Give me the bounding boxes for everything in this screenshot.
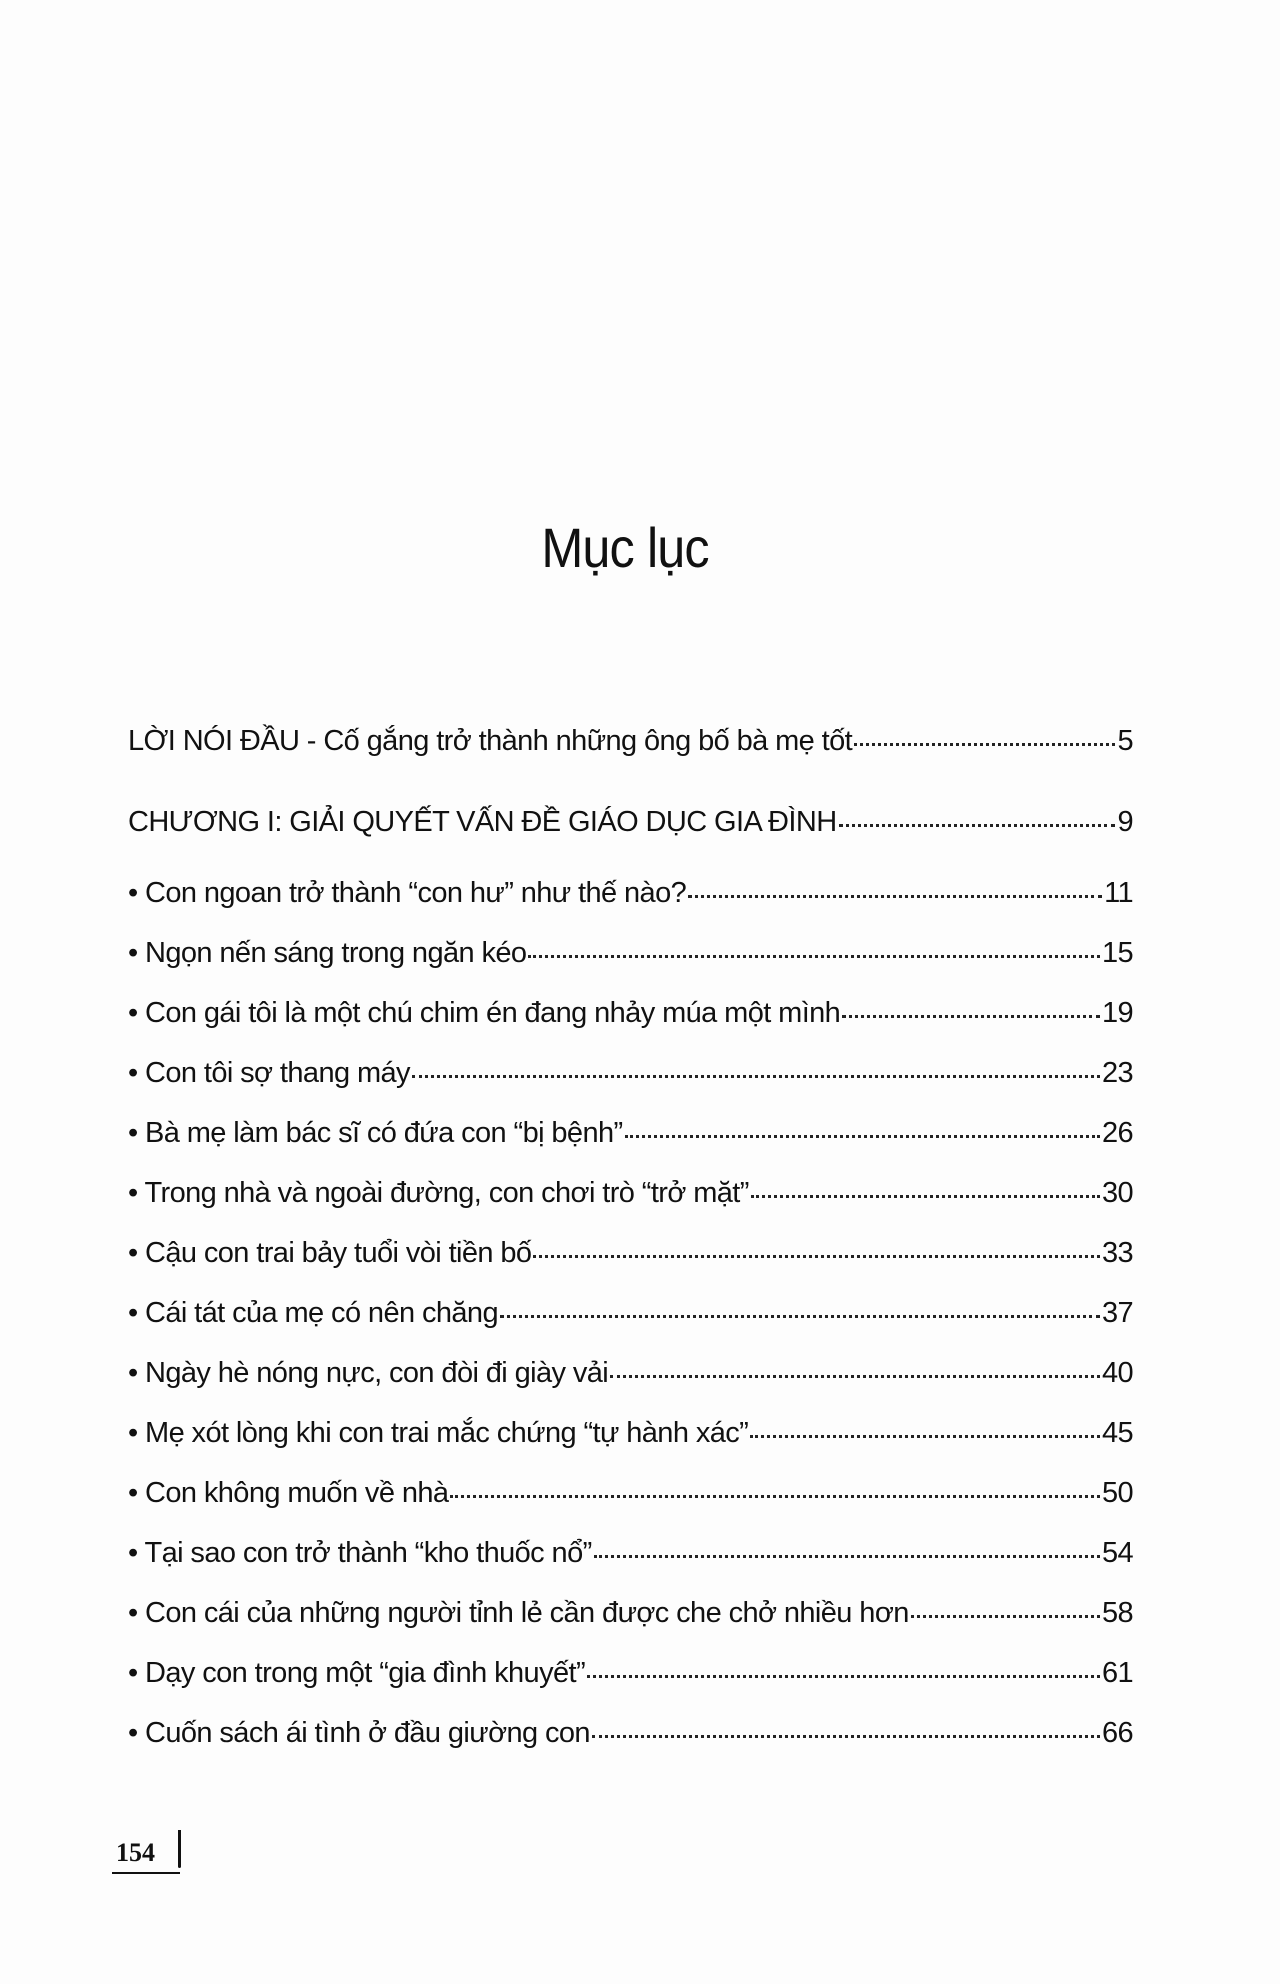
toc-entry-title: • Tại sao con trở thành “kho thuốc nổ” — [128, 1537, 592, 1569]
toc-entry-title: • Con tôi sợ thang máy — [128, 1057, 410, 1089]
toc-entry-page: 45 — [1101, 1417, 1133, 1449]
dot-leader — [842, 1015, 1100, 1018]
toc-entry — [128, 1417, 1133, 1457]
toc-entry-page: 23 — [1101, 1057, 1133, 1089]
toc-entry — [128, 1237, 1133, 1277]
page-title: Mục lục — [541, 516, 709, 579]
dot-leader — [911, 1615, 1100, 1618]
toc-entry-page: 61 — [1101, 1657, 1133, 1689]
page-number-bar — [178, 1830, 181, 1868]
toc-entry-title: • Trong nhà và ngoài đường, con chơi trò “trở mặt” — [128, 1177, 749, 1209]
toc-entry — [128, 997, 1133, 1037]
toc-entry-page: 50 — [1101, 1477, 1133, 1509]
toc-entry-page: 5 — [1117, 725, 1133, 757]
toc-entry — [128, 1657, 1133, 1697]
dot-leader — [587, 1675, 1100, 1678]
toc-entry-title: • Cái tát của mẹ có nên chăng — [128, 1297, 498, 1329]
toc-entry-page: 54 — [1101, 1537, 1133, 1569]
toc-entry-page: 11 — [1104, 877, 1133, 909]
toc-entry-title: • Con ngoan trở thành “con hư” như thế nào? — [128, 877, 687, 909]
dot-leader — [610, 1375, 1100, 1378]
dot-leader — [450, 1495, 1100, 1498]
toc-entry-title: LỜI NÓI ĐẦU - Cố gắng trở thành những ông bố bà mẹ tốt — [128, 725, 853, 757]
dot-leader — [750, 1435, 1100, 1438]
toc-entry — [128, 1117, 1133, 1157]
toc-entry — [128, 1717, 1133, 1757]
toc-entry-page: 30 — [1101, 1177, 1133, 1209]
toc-entry-page: 9 — [1117, 806, 1133, 838]
dot-leader — [594, 1555, 1100, 1558]
toc-entry — [128, 1177, 1133, 1217]
toc-entry-title: CHƯƠNG I: GIẢI QUYẾT VẤN ĐỀ GIÁO DỤC GIA ĐÌNH — [128, 806, 837, 838]
toc-entry-title: • Dạy con trong một “gia đình khuyết” — [128, 1657, 586, 1689]
toc-entry-page: 19 — [1101, 997, 1133, 1029]
dot-leader — [688, 895, 1102, 898]
dot-leader — [854, 743, 1115, 746]
toc-entry-title: • Con cái của những người tỉnh lẻ cần được che chở nhiều hơn — [128, 1597, 909, 1629]
toc-entry — [128, 1357, 1133, 1397]
toc-entry-title: • Cuốn sách ái tình ở đầu giường con — [128, 1717, 590, 1749]
toc-entry — [128, 1057, 1133, 1097]
dot-leader — [412, 1075, 1100, 1078]
toc-entry — [128, 806, 1133, 846]
toc-entry-title: • Ngày hè nóng nực, con đòi đi giày vải — [128, 1357, 609, 1389]
toc-entry — [128, 1537, 1133, 1577]
toc-entry — [128, 1477, 1133, 1517]
dot-leader — [592, 1735, 1100, 1738]
toc-entry — [128, 1597, 1133, 1637]
toc-entry-title: • Bà mẹ làm bác sĩ có đứa con “bị bệnh” — [128, 1117, 623, 1149]
toc-entry-page: 58 — [1101, 1597, 1133, 1629]
toc-entry-title: • Con không muốn về nhà — [128, 1477, 449, 1509]
toc-entry-page: 40 — [1101, 1357, 1133, 1389]
toc-entry — [128, 1297, 1133, 1337]
page-number-text: 154 — [116, 1838, 155, 1867]
dot-leader — [839, 824, 1116, 827]
toc-entry-page: 33 — [1101, 1237, 1133, 1269]
toc-entry — [128, 725, 1133, 765]
toc-entry — [128, 877, 1133, 917]
toc-entry-page: 26 — [1101, 1117, 1133, 1149]
toc-entry — [128, 937, 1133, 977]
toc-entry-title: • Mẹ xót lòng khi con trai mắc chứng “tự hành xác” — [128, 1417, 749, 1449]
dot-leader — [500, 1315, 1100, 1318]
toc-entry-page: 15 — [1101, 937, 1133, 969]
page-number — [116, 1838, 155, 1868]
dot-leader — [533, 1255, 1099, 1258]
toc-entry-title: • Con gái tôi là một chú chim én đang nhảy múa một mình — [128, 997, 841, 1029]
dot-leader — [528, 955, 1099, 958]
dot-leader — [625, 1135, 1100, 1138]
page-number-underline — [112, 1872, 180, 1874]
dot-leader — [751, 1195, 1100, 1198]
toc-entry-page: 37 — [1101, 1297, 1133, 1329]
toc-entry-title: • Cậu con trai bảy tuổi vòi tiền bố — [128, 1237, 532, 1269]
toc-entry-page: 66 — [1101, 1717, 1133, 1749]
toc-entry-title: • Ngọn nến sáng trong ngăn kéo — [128, 937, 527, 969]
